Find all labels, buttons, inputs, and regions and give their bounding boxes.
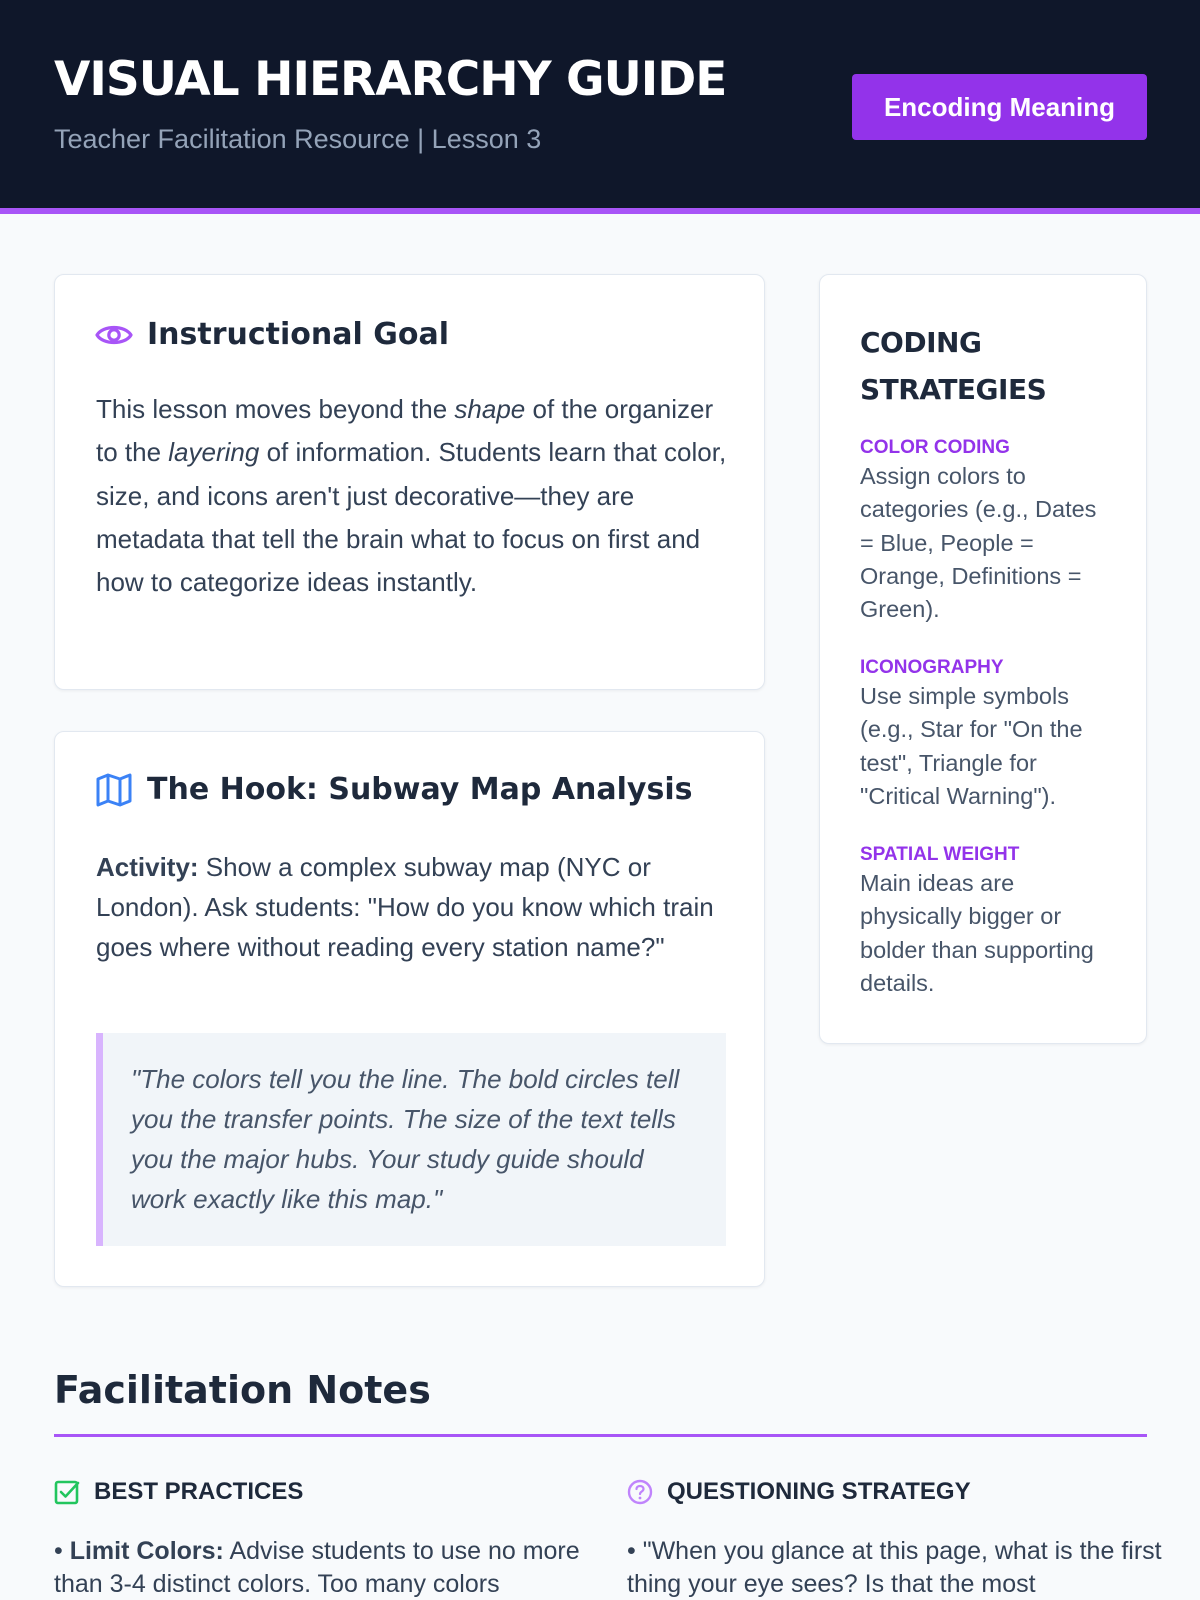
strategy-text: Use simple symbols (e.g., Star for "On the test", Triangle for "Critical Warning"). — [860, 683, 1083, 809]
activity-label: Activity: — [96, 852, 199, 882]
question-circle-icon — [627, 1479, 653, 1505]
strategy-text: Main ideas are physically bigger or bolder than supporting details. — [860, 870, 1094, 996]
encoding-meaning-button[interactable]: Encoding Meaning — [852, 74, 1147, 140]
hook-title: The Hook: Subway Map Analysis — [147, 772, 693, 807]
goal-text-part: of information. Students learn that color, size, and icons aren't just decorative—they are metadata that tell the brain what to focus on first and how to categorize ideas instantly. — [96, 437, 727, 598]
page-subtitle: Teacher Facilitation Resource | Lesson 3 — [54, 124, 542, 154]
coding-strategies-title-line2: STRATEGIES — [860, 373, 1047, 406]
goal-emphasis-shape: shape — [454, 394, 526, 424]
goal-text-part: of the organizer to the — [96, 394, 714, 468]
questioning-strategy-item-text: "When you glance at this page, what is the first thing your eye sees? Is that the most — [627, 1537, 1162, 1598]
questioning-strategy-item — [627, 1535, 1167, 1600]
hook-activity-text — [96, 847, 736, 967]
strategy-label: SPATIAL WEIGHT — [860, 844, 1020, 865]
best-practices-item-label: Limit Colors: — [69, 1537, 224, 1565]
facilitation-notes-divider — [54, 1434, 1147, 1437]
page-header — [0, 0, 1200, 214]
instructional-goal-text — [96, 388, 736, 604]
page-title: VISUAL HIERARCHY GUIDE — [54, 52, 727, 107]
instructional-goal-heading — [95, 317, 449, 352]
strategy-label: ICONOGRAPHY — [860, 657, 1004, 678]
questioning-strategy-label: QUESTIONING STRATEGY — [667, 1478, 971, 1505]
coding-strategies-title — [860, 319, 1046, 413]
hook-heading — [95, 772, 692, 807]
instructional-goal-card — [54, 274, 765, 690]
checkbox-icon — [54, 1479, 80, 1505]
goal-emphasis-layering: layering — [168, 437, 260, 468]
instructional-goal-title: Instructional Goal — [147, 317, 449, 352]
bullet: • — [627, 1537, 636, 1565]
goal-text-part: This lesson moves beyond the — [96, 394, 455, 424]
bullet: • — [54, 1537, 63, 1565]
hook-card — [54, 731, 765, 1287]
facilitation-notes-title: Facilitation Notes — [54, 1368, 431, 1412]
coding-strategies-title-line1: CODING — [860, 326, 982, 359]
strategy-text: Assign colors to categories (e.g., Dates = Blue, People = Orange, Definitions = Green). — [860, 463, 1097, 623]
map-icon — [95, 773, 133, 807]
eye-icon — [95, 321, 133, 349]
strategy-label: COLOR CODING — [860, 437, 1010, 458]
strategy-color-coding — [860, 436, 1110, 626]
activity-description: Show a complex subway map (NYC or London). Ask students: "How do you know which train goes where without reading every station name?" — [96, 852, 714, 962]
strategy-iconography — [860, 656, 1110, 813]
coding-strategies-card — [819, 274, 1147, 1044]
strategy-spatial-weight — [860, 843, 1110, 1000]
questioning-strategy-heading — [627, 1478, 971, 1506]
hook-quote: "The colors tell you the line. The bold circles tell you the transfer points. The size of the text tells you the major hubs. Your study guide should work exactly like this map." — [96, 1033, 726, 1246]
best-practices-item-text: Advise students to use no more than 3-4 distinct colors. Too many colors — [54, 1537, 580, 1598]
best-practices-label: BEST PRACTICES — [94, 1478, 304, 1505]
best-practices-item — [54, 1535, 594, 1600]
best-practices-heading — [54, 1478, 303, 1506]
